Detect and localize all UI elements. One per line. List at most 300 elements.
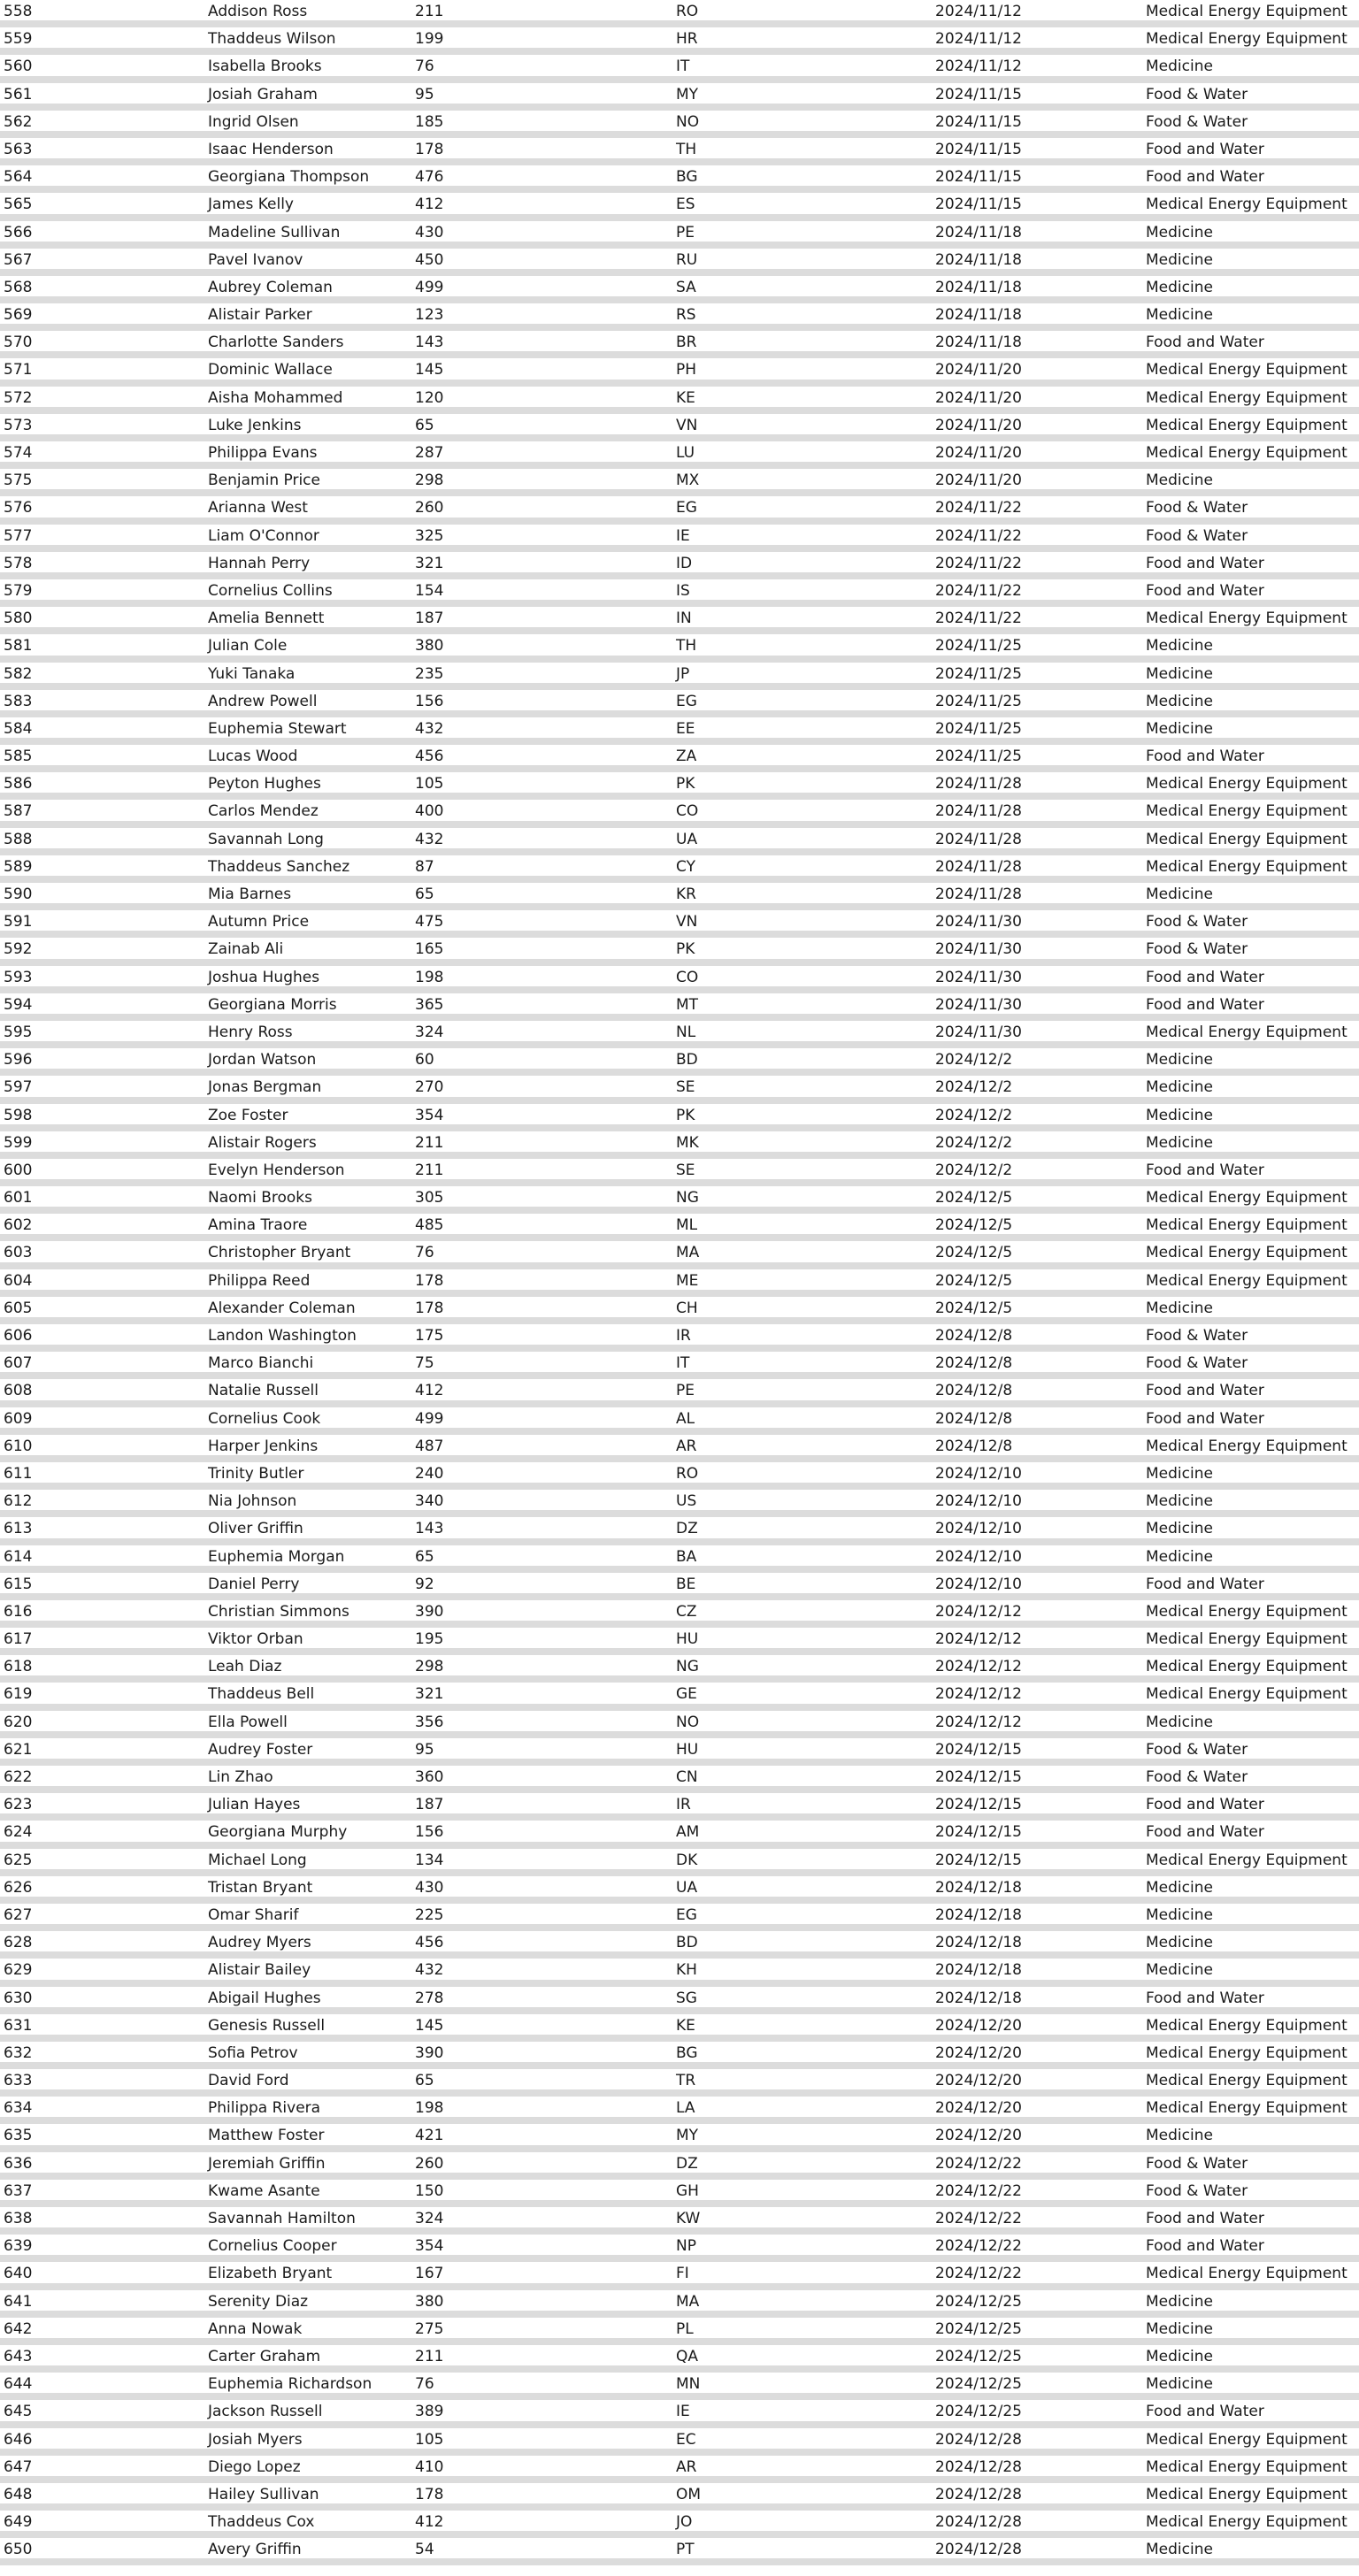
table-row	[0, 2152, 1359, 2180]
country-code-cell: CY	[676, 857, 695, 876]
row-id-cell: 582	[4, 664, 33, 683]
name-cell: Liam O'Connor	[208, 526, 319, 545]
category-cell: Medicine	[1146, 2541, 1213, 2559]
row-id-cell: 558	[4, 3, 33, 20]
row-id-cell: 633	[4, 2072, 33, 2090]
category-cell: Food & Water	[1146, 940, 1248, 959]
name-cell: Savannah Long	[208, 830, 324, 848]
row-id-cell: 593	[4, 968, 33, 986]
quantity-cell: 54	[415, 2541, 434, 2559]
row-id-cell: 581	[4, 637, 33, 656]
name-cell: Michael Long	[208, 1851, 307, 1869]
country-code-cell: BR	[676, 334, 697, 352]
date-cell: 2024/11/28	[935, 857, 1022, 876]
name-cell: Pavel Ivanov	[208, 250, 303, 269]
country-code-cell: RO	[676, 3, 699, 20]
category-cell: Medical Energy Equipment	[1146, 2485, 1347, 2503]
table-row	[0, 2400, 1359, 2427]
table-row	[0, 1435, 1359, 1462]
date-cell: 2024/12/2	[935, 1161, 1013, 1179]
table-row	[0, 1159, 1359, 1186]
row-id-cell: 611	[4, 1464, 33, 1483]
table-row	[0, 690, 1359, 717]
name-cell: Thaddeus Sanchez	[208, 857, 350, 876]
category-cell: Medicine	[1146, 886, 1213, 903]
date-cell: 2024/11/28	[935, 775, 1022, 794]
category-cell: Food & Water	[1146, 1768, 1248, 1786]
country-code-cell: BD	[676, 1051, 698, 1070]
date-cell: 2024/11/15	[935, 85, 1022, 104]
row-id-cell: 587	[4, 802, 33, 821]
category-cell: Medicine	[1146, 2319, 1213, 2338]
quantity-cell: 390	[415, 2043, 444, 2062]
country-code-cell: TH	[676, 140, 697, 158]
category-cell: Medical Energy Equipment	[1146, 1244, 1347, 1262]
category-cell: Medicine	[1146, 1547, 1213, 1566]
country-code-cell: RU	[676, 250, 698, 269]
quantity-cell: 356	[415, 1713, 444, 1731]
country-code-cell: BE	[676, 1575, 696, 1593]
country-code-cell: MK	[676, 1133, 699, 1152]
country-code-cell: GE	[676, 1685, 697, 1704]
category-cell: Food & Water	[1146, 1354, 1248, 1373]
table-row	[0, 1849, 1359, 1876]
date-cell: 2024/11/28	[935, 886, 1022, 903]
country-code-cell: HU	[676, 1740, 699, 1759]
quantity-cell: 156	[415, 1823, 444, 1842]
date-cell: 2024/12/12	[935, 1713, 1022, 1731]
name-cell: Lucas Wood	[208, 748, 298, 766]
quantity-cell: 143	[415, 1520, 444, 1538]
table-row	[0, 0, 1359, 27]
date-cell: 2024/12/22	[935, 2265, 1022, 2283]
country-code-cell: EC	[676, 2430, 696, 2449]
country-code-cell: AR	[676, 1437, 697, 1455]
quantity-cell: 92	[415, 1575, 434, 1593]
date-cell: 2024/11/15	[935, 168, 1022, 187]
category-cell: Medicine	[1146, 1051, 1213, 1070]
name-cell: Oliver Griffin	[208, 1520, 303, 1538]
date-cell: 2024/12/15	[935, 1851, 1022, 1869]
category-cell: Food and Water	[1146, 2403, 1264, 2421]
category-cell: Medicine	[1146, 2347, 1213, 2365]
date-cell: 2024/11/30	[935, 968, 1022, 986]
quantity-cell: 187	[415, 610, 444, 628]
category-cell: Food and Water	[1146, 1796, 1264, 1814]
name-cell: Amelia Bennett	[208, 610, 325, 628]
table-row	[0, 138, 1359, 165]
category-cell: Food and Water	[1146, 581, 1264, 600]
date-cell: 2024/12/18	[935, 1989, 1022, 2007]
date-cell: 2024/12/18	[935, 1878, 1022, 1897]
quantity-cell: 76	[415, 2375, 434, 2394]
row-id-cell: 623	[4, 1796, 33, 1814]
date-cell: 2024/12/12	[935, 1685, 1022, 1704]
row-id-cell: 639	[4, 2237, 33, 2256]
row-id-cell: 615	[4, 1575, 33, 1593]
name-cell: Peyton Hughes	[208, 775, 321, 794]
date-cell: 2024/11/12	[935, 30, 1022, 49]
country-code-cell: MY	[676, 2127, 699, 2145]
quantity-cell: 123	[415, 306, 444, 325]
country-code-cell: AM	[676, 1823, 700, 1842]
date-cell: 2024/12/25	[935, 2403, 1022, 2421]
quantity-cell: 165	[415, 940, 444, 959]
row-id-cell: 629	[4, 1961, 33, 1980]
category-cell: Medical Energy Equipment	[1146, 775, 1347, 794]
row-id-cell: 648	[4, 2485, 33, 2503]
date-cell: 2024/12/5	[935, 1244, 1013, 1262]
quantity-cell: 143	[415, 334, 444, 352]
row-id-cell: 635	[4, 2127, 33, 2145]
quantity-cell: 340	[415, 1492, 444, 1511]
country-code-cell: NO	[676, 112, 700, 131]
row-id-cell: 573	[4, 416, 33, 434]
country-code-cell: TH	[676, 637, 697, 656]
quantity-cell: 260	[415, 2154, 444, 2173]
quantity-cell: 195	[415, 1630, 444, 1649]
quantity-cell: 211	[415, 1133, 444, 1152]
category-cell: Medicine	[1146, 1961, 1213, 1980]
table-row	[0, 1269, 1359, 1297]
date-cell: 2024/12/10	[935, 1520, 1022, 1538]
country-code-cell: HR	[676, 30, 698, 49]
table-row	[0, 1352, 1359, 1379]
date-cell: 2024/12/18	[935, 1905, 1022, 1924]
country-code-cell: HU	[676, 1630, 699, 1649]
row-id-cell: 625	[4, 1851, 33, 1869]
country-code-cell: VN	[676, 913, 698, 932]
table-row	[0, 414, 1359, 441]
table-row	[0, 2262, 1359, 2289]
row-id-cell: 641	[4, 2292, 33, 2311]
name-cell: Anna Nowak	[208, 2319, 303, 2338]
date-cell: 2024/12/25	[935, 2292, 1022, 2311]
country-code-cell: CO	[676, 968, 699, 986]
table-row	[0, 193, 1359, 220]
table-row	[0, 2456, 1359, 2483]
category-cell: Medicine	[1146, 58, 1213, 76]
country-code-cell: NL	[676, 1023, 696, 1041]
name-cell: Ingrid Olsen	[208, 112, 299, 131]
category-cell: Food and Water	[1146, 1161, 1264, 1179]
table-row	[0, 910, 1359, 938]
quantity-cell: 412	[415, 1382, 444, 1400]
name-cell: Euphemia Morgan	[208, 1547, 345, 1566]
date-cell: 2024/12/12	[935, 1602, 1022, 1621]
quantity-cell: 76	[415, 1244, 434, 1262]
category-cell: Medical Energy Equipment	[1146, 444, 1347, 462]
name-cell: Cornelius Collins	[208, 581, 333, 600]
quantity-cell: 156	[415, 692, 444, 710]
name-cell: Georgiana Thompson	[208, 168, 370, 187]
name-cell: Addison Ross	[208, 3, 308, 20]
date-cell: 2024/12/10	[935, 1464, 1022, 1483]
quantity-cell: 211	[415, 1161, 444, 1179]
table-row	[0, 303, 1359, 331]
row-id-cell: 594	[4, 995, 33, 1014]
date-cell: 2024/11/15	[935, 140, 1022, 158]
row-id-cell: 647	[4, 2457, 33, 2476]
date-cell: 2024/11/18	[935, 306, 1022, 325]
category-cell: Medical Energy Equipment	[1146, 1271, 1347, 1290]
category-cell: Food & Water	[1146, 85, 1248, 104]
table-row	[0, 2318, 1359, 2345]
category-cell: Food & Water	[1146, 1327, 1248, 1345]
row-id-cell: 588	[4, 830, 33, 848]
date-cell: 2024/12/8	[935, 1327, 1013, 1345]
table-row	[0, 1186, 1359, 1214]
table-row	[0, 1766, 1359, 1793]
quantity-cell: 432	[415, 719, 444, 738]
table-row	[0, 1545, 1359, 1573]
table-row	[0, 83, 1359, 111]
table-row	[0, 828, 1359, 855]
date-cell: 2024/11/22	[935, 499, 1022, 518]
date-cell: 2024/11/30	[935, 913, 1022, 932]
table-row	[0, 331, 1359, 358]
table-row	[0, 1904, 1359, 1931]
country-code-cell: PK	[676, 775, 695, 794]
name-cell: Trinity Butler	[208, 1464, 304, 1483]
country-code-cell: CH	[676, 1299, 698, 1317]
name-cell: David Ford	[208, 2072, 289, 2090]
category-cell: Medical Energy Equipment	[1146, 361, 1347, 380]
row-id-cell: 569	[4, 306, 33, 325]
date-cell: 2024/11/15	[935, 196, 1022, 214]
row-id-cell: 568	[4, 278, 33, 296]
name-cell: Hannah Perry	[208, 554, 311, 572]
date-cell: 2024/11/15	[935, 112, 1022, 131]
table-row	[0, 111, 1359, 138]
quantity-cell: 275	[415, 2319, 444, 2338]
row-id-cell: 624	[4, 1823, 33, 1842]
table-row	[0, 855, 1359, 883]
date-cell: 2024/12/12	[935, 1630, 1022, 1649]
table-row	[0, 221, 1359, 249]
name-cell: Ella Powell	[208, 1713, 288, 1731]
date-cell: 2024/12/8	[935, 1382, 1013, 1400]
category-cell: Food and Water	[1146, 1382, 1264, 1400]
date-cell: 2024/11/28	[935, 830, 1022, 848]
row-id-cell: 617	[4, 1630, 33, 1649]
row-id-cell: 634	[4, 2099, 33, 2118]
name-cell: Hailey Sullivan	[208, 2485, 319, 2503]
table-row	[0, 1628, 1359, 1655]
quantity-cell: 105	[415, 2430, 444, 2449]
row-id-cell: 622	[4, 1768, 33, 1786]
name-cell: Alistair Parker	[208, 306, 312, 325]
name-cell: Georgiana Morris	[208, 995, 337, 1014]
name-cell: Julian Hayes	[208, 1796, 301, 1814]
quantity-cell: 390	[415, 1602, 444, 1621]
date-cell: 2024/12/25	[935, 2347, 1022, 2365]
country-code-cell: UA	[676, 830, 698, 848]
name-cell: Luke Jenkins	[208, 416, 302, 434]
quantity-cell: 178	[415, 1271, 444, 1290]
table-row	[0, 2097, 1359, 2124]
name-cell: Jackson Russell	[208, 2403, 323, 2421]
name-cell: Alexander Coleman	[208, 1299, 356, 1317]
row-id-cell: 563	[4, 140, 33, 158]
table-row	[0, 1959, 1359, 1986]
name-cell: Henry Ross	[208, 1023, 293, 1041]
country-code-cell: PT	[676, 2541, 695, 2559]
row-id-cell: 620	[4, 1713, 33, 1731]
table-row	[0, 2042, 1359, 2069]
name-cell: Benjamin Price	[208, 472, 320, 490]
category-cell: Medical Energy Equipment	[1146, 1189, 1347, 1208]
category-cell: Medicine	[1146, 1464, 1213, 1483]
date-cell: 2024/12/25	[935, 2375, 1022, 2394]
table-row	[0, 2373, 1359, 2400]
name-cell: Marco Bianchi	[208, 1354, 314, 1373]
name-cell: Audrey Myers	[208, 1934, 311, 1952]
date-cell: 2024/12/15	[935, 1796, 1022, 1814]
table-row	[0, 1297, 1359, 1324]
table-row	[0, 1987, 1359, 2014]
quantity-cell: 432	[415, 830, 444, 848]
name-cell: Philippa Evans	[208, 444, 318, 462]
name-cell: Joshua Hughes	[208, 968, 320, 986]
country-code-cell: SG	[676, 1989, 697, 2007]
quantity-cell: 475	[415, 913, 444, 932]
quantity-cell: 499	[415, 1409, 444, 1428]
quantity-cell: 412	[415, 196, 444, 214]
quantity-cell: 389	[415, 2403, 444, 2421]
date-cell: 2024/12/20	[935, 2099, 1022, 2118]
country-code-cell: NP	[676, 2237, 696, 2256]
name-cell: Andrew Powell	[208, 692, 318, 710]
date-cell: 2024/11/25	[935, 692, 1022, 710]
row-id-cell: 605	[4, 1299, 33, 1317]
quantity-cell: 198	[415, 2099, 444, 2118]
table-row	[0, 1573, 1359, 1600]
quantity-cell: 430	[415, 223, 444, 242]
row-id-cell: 590	[4, 886, 33, 903]
table-row	[0, 1655, 1359, 1683]
table-row	[0, 800, 1359, 827]
country-code-cell: PE	[676, 1382, 695, 1400]
name-cell: Isaac Henderson	[208, 140, 334, 158]
table-row	[0, 2180, 1359, 2207]
date-cell: 2024/11/30	[935, 995, 1022, 1014]
table-row	[0, 249, 1359, 276]
category-cell: Medicine	[1146, 223, 1213, 242]
table-row	[0, 1600, 1359, 1628]
row-id-cell: 560	[4, 58, 33, 76]
date-cell: 2024/12/8	[935, 1409, 1013, 1428]
row-id-cell: 640	[4, 2265, 33, 2283]
name-cell: Euphemia Richardson	[208, 2375, 372, 2394]
table-row	[0, 579, 1359, 607]
country-code-cell: CO	[676, 802, 699, 821]
country-code-cell: IT	[676, 1354, 690, 1373]
name-cell: Tristan Bryant	[208, 1878, 313, 1897]
category-cell: Food and Water	[1146, 1409, 1264, 1428]
name-cell: Savannah Hamilton	[208, 2210, 356, 2227]
table-row	[0, 1683, 1359, 1710]
quantity-cell: 298	[415, 472, 444, 490]
category-cell: Medical Energy Equipment	[1146, 2265, 1347, 2283]
date-cell: 2024/12/12	[935, 1658, 1022, 1676]
category-cell: Food & Water	[1146, 2181, 1248, 2200]
category-cell: Food and Water	[1146, 1989, 1264, 2007]
category-cell: Medical Energy Equipment	[1146, 1216, 1347, 1235]
country-code-cell: BG	[676, 168, 698, 187]
date-cell: 2024/12/2	[935, 1051, 1013, 1070]
name-cell: Genesis Russell	[208, 2016, 326, 2035]
category-cell: Medical Energy Equipment	[1146, 2513, 1347, 2532]
row-id-cell: 585	[4, 748, 33, 766]
date-cell: 2024/12/10	[935, 1547, 1022, 1566]
category-cell: Food and Water	[1146, 2237, 1264, 2256]
date-cell: 2024/11/12	[935, 3, 1022, 20]
date-cell: 2024/12/2	[935, 1078, 1013, 1097]
category-cell: Medicine	[1146, 664, 1213, 683]
date-cell: 2024/12/8	[935, 1354, 1013, 1373]
table-row	[0, 1104, 1359, 1131]
row-id-cell: 565	[4, 196, 33, 214]
category-cell: Food and Water	[1146, 2210, 1264, 2227]
row-id-cell: 612	[4, 1492, 33, 1511]
country-code-cell: MA	[676, 2292, 700, 2311]
country-code-cell: ES	[676, 196, 695, 214]
country-code-cell: QA	[676, 2347, 699, 2365]
name-cell: Carter Graham	[208, 2347, 321, 2365]
name-cell: Mia Barnes	[208, 886, 292, 903]
category-cell: Food and Water	[1146, 968, 1264, 986]
table-row	[0, 1876, 1359, 1904]
row-id-cell: 607	[4, 1354, 33, 1373]
row-id-cell: 597	[4, 1078, 33, 1097]
country-code-cell: JP	[676, 664, 690, 683]
category-cell: Medical Energy Equipment	[1146, 1437, 1347, 1455]
date-cell: 2024/11/22	[935, 554, 1022, 572]
table-row	[0, 883, 1359, 910]
date-cell: 2024/12/28	[935, 2541, 1022, 2559]
name-cell: Lin Zhao	[208, 1768, 273, 1786]
quantity-cell: 167	[415, 2265, 444, 2283]
quantity-cell: 324	[415, 2210, 444, 2227]
row-id-cell: 562	[4, 112, 33, 131]
category-cell: Medical Energy Equipment	[1146, 388, 1347, 407]
quantity-cell: 187	[415, 1796, 444, 1814]
category-cell: Food & Water	[1146, 499, 1248, 518]
name-cell: Christian Simmons	[208, 1602, 349, 1621]
name-cell: Isabella Brooks	[208, 58, 322, 76]
table-row	[0, 1379, 1359, 1407]
date-cell: 2024/12/22	[935, 2154, 1022, 2173]
row-id-cell: 626	[4, 1878, 33, 1897]
country-code-cell: PE	[676, 223, 695, 242]
country-code-cell: VN	[676, 416, 698, 434]
country-code-cell: CN	[676, 1768, 698, 1786]
category-cell: Medical Energy Equipment	[1146, 1602, 1347, 1621]
quantity-cell: 380	[415, 637, 444, 656]
quantity-cell: 87	[415, 857, 434, 876]
quantity-cell: 178	[415, 1299, 444, 1317]
date-cell: 2024/12/28	[935, 2485, 1022, 2503]
country-code-cell: PK	[676, 940, 695, 959]
name-cell: Autumn Price	[208, 913, 310, 932]
name-cell: Diego Lopez	[208, 2457, 301, 2476]
category-cell: Food & Water	[1146, 2154, 1248, 2173]
quantity-cell: 154	[415, 581, 444, 600]
country-code-cell: KE	[676, 2016, 695, 2035]
table-row	[0, 938, 1359, 965]
country-code-cell: SE	[676, 1161, 695, 1179]
